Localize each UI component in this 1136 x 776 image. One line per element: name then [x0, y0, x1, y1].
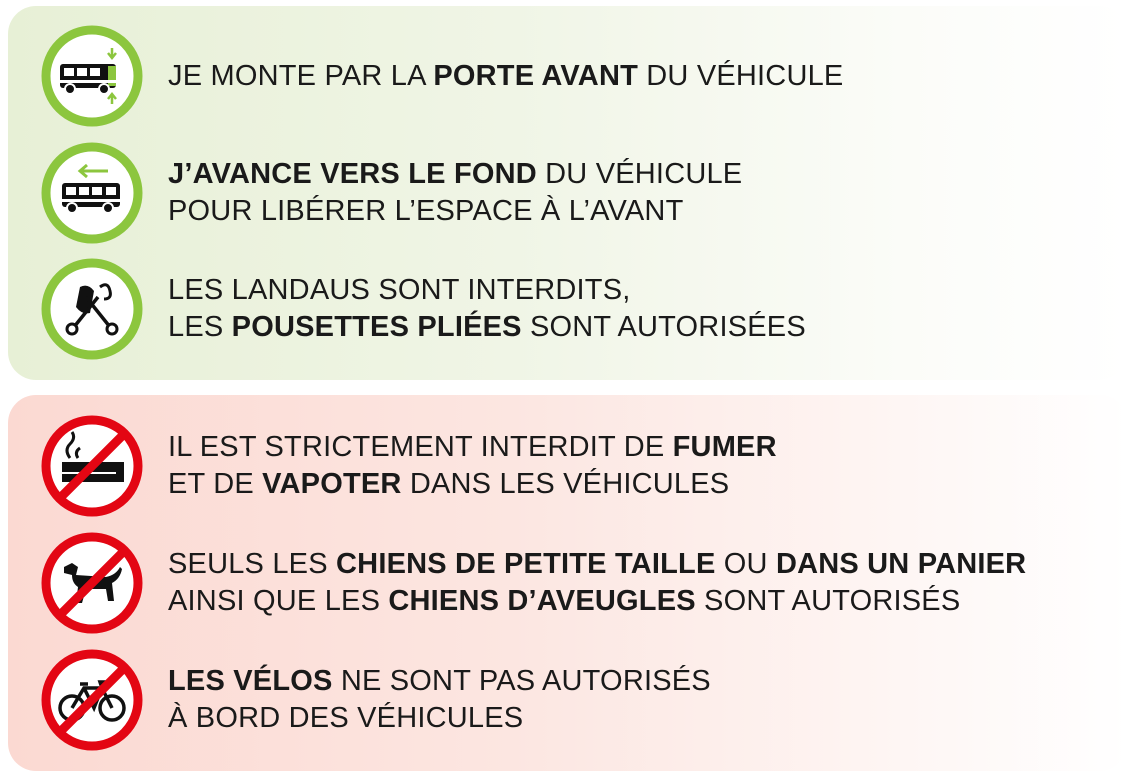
- rule-text: [168, 58, 843, 95]
- no-dogs-icon: [40, 531, 144, 635]
- no-smoking-icon: [40, 414, 144, 518]
- rule-text: [168, 663, 711, 737]
- rule-line: À BORD DES VÉHICULES: [168, 702, 524, 734]
- rule-line: SEULS LES CHIENS DE PETITE TAILLE OU DANS UN PANIER: [168, 548, 1027, 580]
- rule-strollers: [40, 254, 806, 364]
- rule-bicycles: [40, 645, 711, 755]
- rule-line: LES POUSETTES PLIÉES SONT AUTORISÉES: [168, 311, 806, 343]
- bus-front-door-icon: [40, 24, 144, 128]
- rule-line: J’AVANCE VERS LE FOND DU VÉHICULE: [168, 158, 743, 190]
- rule-line: IL EST STRICTEMENT INTERDIT DE FUMER: [168, 431, 777, 463]
- rule-line: JE MONTE PAR LA PORTE AVANT DU VÉHICULE: [168, 59, 844, 92]
- rule-line: ET DE VAPOTER DANS LES VÉHICULES: [168, 468, 730, 500]
- rule-text: [168, 546, 1026, 620]
- rule-dogs: [40, 528, 1026, 638]
- rule-no-smoking: [40, 411, 777, 521]
- rule-line: LES LANDAUS SONT INTERDITS,: [168, 274, 631, 306]
- rule-move-back: [40, 138, 742, 248]
- no-bicycles-icon: [40, 648, 144, 752]
- stroller-icon: [40, 257, 144, 361]
- rule-text: [168, 429, 777, 503]
- rule-front-door: [40, 21, 843, 131]
- rule-line: AINSI QUE LES CHIENS D’AVEUGLES SONT AUTORISÉS: [168, 585, 961, 617]
- rule-text: [168, 156, 742, 230]
- rule-line: LES VÉLOS NE SONT PAS AUTORISÉS: [168, 665, 711, 697]
- rule-line: POUR LIBÉRER L’ESPACE À L’AVANT: [168, 195, 684, 227]
- bus-move-back-icon: [40, 141, 144, 245]
- rule-text: [168, 272, 806, 346]
